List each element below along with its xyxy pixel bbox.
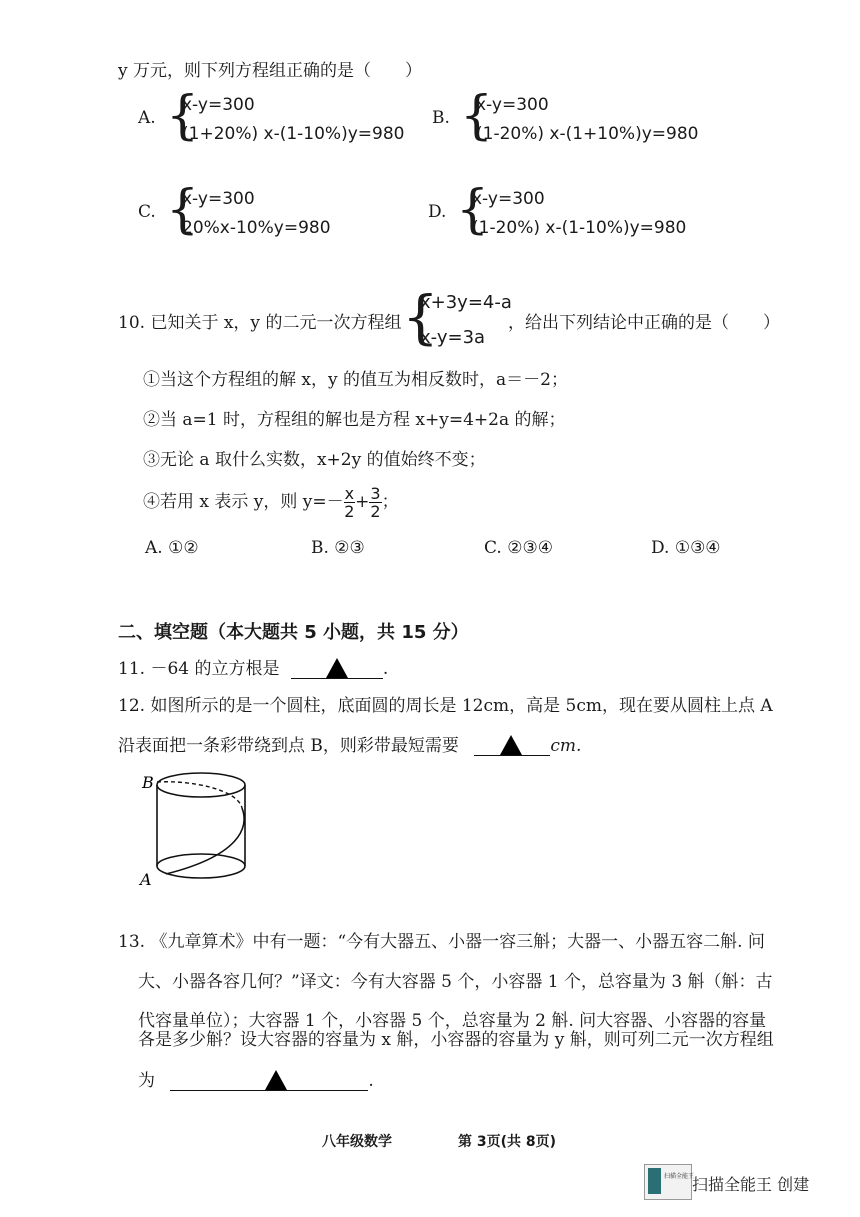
watermark-text: 扫描全能王 创建	[692, 1175, 810, 1194]
q9-option-b-eq1: x-y=300	[476, 95, 549, 115]
q12-line2: 沿表面把一条彩带绕到点 B，则彩带最短需要	[118, 736, 459, 756]
plus-sign: +	[355, 492, 370, 512]
q10-statement-4	[143, 480, 399, 524]
brace-icon: {	[402, 283, 439, 351]
q10-option-a: A. ①②	[145, 538, 199, 558]
fraction-numerator: 3	[370, 483, 381, 503]
point-a-label: A	[140, 870, 152, 889]
fraction-numerator: x	[344, 483, 355, 503]
section-title: 二、填空题（本大题共 5 小题，共 15 分）	[118, 622, 469, 643]
brace-icon: {	[166, 180, 200, 240]
q10-statement-3: ③无论 a 取什么实数，x+2y 的值始终不变；	[143, 450, 486, 470]
q10-suffix: ，给出下列结论中正确的是（ ）	[508, 313, 780, 333]
q13-line2: 大、小器各容几何？”译文：今有大容器 5 个，小容器 1 个，总容量为 3 斛（斛：古	[138, 972, 773, 992]
ribbon-path	[166, 808, 244, 874]
fraction-denominator: 2	[344, 501, 355, 521]
scanner-logo	[644, 1164, 695, 1200]
q13-line5-wrap	[138, 1071, 374, 1091]
answer-blank[interactable]	[291, 660, 383, 679]
q13-line5: 为	[138, 1071, 155, 1091]
q13-line1: 13. 《九章算术》中有一题：“今有大器五、小器一容三斛；大器一、小器五容二斛. 问	[118, 932, 765, 952]
q9-option-b-eq2: (1-20%) x-(1+10%)y=980	[476, 124, 699, 144]
q9-option-d-eq1: x-y=300	[472, 189, 545, 209]
fraction-x-over-2	[344, 485, 355, 520]
fraction-3-over-2	[369, 485, 381, 520]
cylinder-figure	[138, 768, 268, 893]
q12-line2-wrap	[118, 736, 581, 756]
statement-end: ；	[381, 492, 399, 512]
triangle-icon	[265, 1070, 287, 1090]
triangle-icon	[500, 735, 522, 755]
fraction-denominator: 2	[370, 501, 381, 521]
q9-option-c-eq1: x-y=300	[182, 189, 255, 209]
qr-icon	[648, 1168, 661, 1194]
q10-statement-2: ②当 a=1 时，方程组的解也是方程 x+y=4+2a 的解；	[143, 410, 566, 430]
q9-option-a-eq1: x-y=300	[182, 95, 255, 115]
q10-option-b: B. ②③	[311, 538, 365, 558]
q9-option-c-label: C.	[138, 202, 156, 222]
brace-icon: {	[166, 86, 200, 146]
q13-end: .	[368, 1071, 374, 1091]
answer-blank[interactable]	[474, 737, 550, 756]
footer-page: 第 3页(共 8页)	[458, 1134, 557, 1150]
q10-eq2: x-y=3a	[420, 327, 486, 348]
q9-option-a-label: A.	[138, 108, 156, 128]
q9-option-a-eq2: (1+20%) x-(1-10%)y=980	[182, 124, 405, 144]
q11-end: .	[382, 659, 389, 679]
q10-statement-4-text: ④若用 x 表示 y，则 y=－	[143, 492, 344, 512]
footer-subject: 八年级数学	[322, 1134, 392, 1150]
answer-blank[interactable]	[170, 1072, 368, 1091]
brace-icon: {	[460, 86, 494, 146]
q11-text	[118, 659, 388, 679]
triangle-icon	[326, 658, 348, 678]
cylinder-bottom-back	[157, 854, 245, 866]
q10-statement-1: ①当这个方程组的解 x，y 的值互为相反数时，a＝－2；	[143, 370, 568, 390]
logo-text: 扫描全能王	[664, 1173, 695, 1180]
q12-line1: 12. 如图所示的是一个圆柱，底面圆的周长是 12cm，高是 5cm，现在要从圆柱上点 A	[118, 696, 773, 716]
q12-unit: cm.	[550, 736, 582, 756]
q9-option-d-eq2: (1-20%) x-(1-10%)y=980	[472, 218, 687, 238]
cylinder-bottom-front	[157, 866, 245, 878]
q9-lead: y 万元，则下列方程组正确的是（ ）	[118, 61, 423, 81]
q11-prompt: 11. －64 的立方根是	[118, 659, 280, 679]
q13-line3: 代容量单位）；大容器 1 个，小容器 5 个，总容量为 2 斛. 问大容器、小容器的容量	[138, 1011, 767, 1031]
q10-option-d: D. ①③④	[651, 538, 721, 558]
q10-eq1: x+3y=4-a	[420, 292, 512, 313]
q9-option-b-label: B.	[432, 108, 450, 128]
q10-prefix: 10. 已知关于 x，y 的二元一次方程组	[118, 313, 402, 333]
q13-line4: 各是多少斛？设大容器的容量为 x 斛，小容器的容量为 y 斛，则可列二元一次方程组	[138, 1030, 774, 1050]
q9-option-c-eq2: 20%x-10%y=980	[182, 218, 331, 238]
brace-icon: {	[456, 180, 490, 240]
point-b-label: B	[142, 773, 154, 792]
q10-option-c: C. ②③④	[484, 538, 553, 558]
q9-option-d-label: D.	[428, 202, 447, 222]
